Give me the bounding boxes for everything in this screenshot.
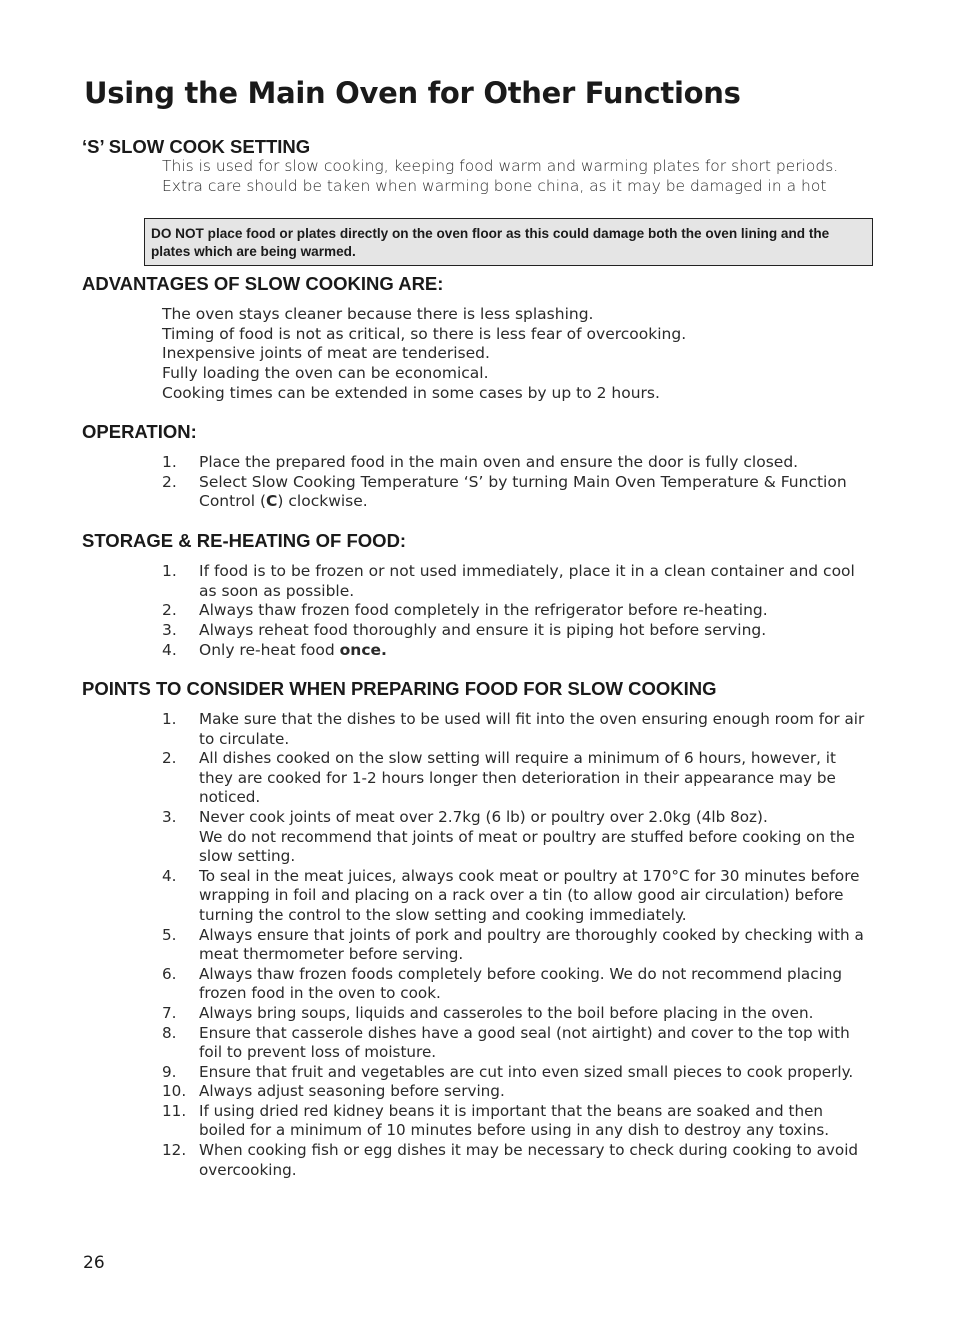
item-number: 1.	[162, 453, 177, 471]
item-number: 10.	[162, 1082, 187, 1101]
list-item	[162, 621, 874, 641]
item-number: 3.	[162, 807, 177, 826]
list-item	[162, 749, 874, 808]
advantage-line: Cooking times can be extended in some cases by up to 2 hours.	[162, 383, 660, 402]
control-letter: C	[266, 492, 278, 511]
item-number: 2.	[162, 749, 177, 768]
list-item	[162, 867, 874, 926]
warning-text: DO NOT place food or plates directly on the oven floor as this could damage both the oven lining and the plates which are being warmed.	[151, 226, 830, 259]
list-item	[162, 926, 874, 965]
item-text: Never cook joints of meat over 2.7kg (6 lb) or poultry over 2.0kg (4lb 8oz).	[199, 807, 768, 826]
list-item	[162, 453, 874, 473]
item-text: Place the prepared food in the main oven and ensure the door is fully closed.	[199, 453, 799, 471]
item-text: Always reheat food thoroughly and ensure it is piping hot before serving.	[199, 621, 767, 640]
advantage-line: Inexpensive joints of meat are tenderised.	[162, 344, 490, 363]
item-number: 12.	[162, 1141, 187, 1160]
item-number: 3.	[162, 621, 177, 640]
item-text: Ensure that fruit and vegetables are cut into even sized small pieces to cook properly.	[199, 1062, 854, 1081]
item-number: 11.	[162, 1101, 187, 1120]
item-number: 1.	[162, 710, 177, 728]
item-text	[199, 641, 874, 661]
list-item	[162, 965, 874, 1004]
page-title: Using the Main Oven for Other Functions	[84, 76, 741, 110]
item-text: If food is to be frozen or not used immediately, place it in a clean container and cool as soon as possible.	[199, 562, 855, 600]
list-item	[162, 1141, 874, 1180]
list-item	[162, 562, 874, 601]
item-text-part: ) clockwise.	[277, 492, 368, 511]
item-number: 4.	[162, 866, 177, 885]
storage-heading: STORAGE & RE-HEATING OF FOOD:	[82, 530, 407, 551]
item-number: 2.	[162, 472, 177, 491]
item-number: 4.	[162, 640, 177, 659]
list-item	[162, 1102, 874, 1141]
item-text: All dishes cooked on the slow setting will require a minimum of 6 hours, however, it they are cooked for 1-2 hours longer then deterioration in their appearance may be noticed.	[199, 749, 836, 807]
item-text: Always thaw frozen foods completely before cooking. We do not recommend placing frozen food in the oven to cook.	[199, 964, 843, 1003]
points-list	[162, 710, 874, 1180]
advantage-line: Timing of food is not as critical, so there is less fear of overcooking.	[162, 324, 687, 343]
item-text: Always bring soups, liquids and casseroles to the boil before placing in the oven.	[199, 1003, 814, 1022]
slow-cook-intro: This is used for slow cooking, keeping food warm and warming plates for short periods. Extra care should be taken when warming bone china, as it may be damaged in a hot	[162, 157, 839, 195]
operation-heading: OPERATION:	[82, 421, 197, 442]
item-text: If using dried red kidney beans it is important that the beans are soaked and then boiled for a minimum of 10 minutes before using in any dish to destroy any toxins.	[199, 1101, 830, 1140]
list-item	[162, 601, 874, 621]
item-number: 8.	[162, 1023, 177, 1042]
list-item	[162, 473, 874, 512]
storage-list	[162, 562, 874, 661]
item-text: Always adjust seasoning before serving.	[199, 1082, 505, 1101]
points-heading: POINTS TO CONSIDER WHEN PREPARING FOOD FOR SLOW COOKING	[82, 678, 717, 699]
item-text-part: Select Slow Cooking Temperature ‘S’ by turning Main Oven Temperature & Function Control (	[199, 472, 847, 511]
slow-cook-heading: ‘S’ SLOW COOK SETTING	[82, 136, 311, 157]
advantage-line: Fully loading the oven can be economical.	[162, 364, 489, 383]
list-item	[162, 641, 874, 661]
item-text: Always ensure that joints of pork and poultry are thoroughly cooked by checking with a meat thermometer before serving.	[199, 925, 864, 964]
advantages-heading: ADVANTAGES OF SLOW COOKING ARE:	[82, 273, 444, 294]
list-item	[162, 1004, 874, 1024]
list-item	[162, 710, 874, 749]
warning-box	[144, 218, 873, 266]
advantage-line: The oven stays cleaner because there is less splashing.	[162, 305, 594, 323]
item-number: 9.	[162, 1062, 177, 1081]
item-number: 2.	[162, 601, 177, 620]
item-number: 1.	[162, 562, 177, 580]
page-number: 26	[83, 1253, 105, 1273]
item-number: 7.	[162, 1003, 177, 1022]
advantages-list	[162, 305, 872, 404]
item-text: To seal in the meat juices, always cook meat or poultry at 170°C for 30 minutes before wrapping in foil and placing on a rack over a tin (to allow good air circulation) before turning the control to the slow setting and cooking immediately.	[199, 866, 860, 924]
item-text: Make sure that the dishes to be used will fit into the oven ensuring enough room for air to circulate.	[199, 710, 865, 748]
item-number: 6.	[162, 964, 177, 983]
list-item	[162, 808, 874, 867]
item-text	[199, 473, 874, 512]
item-text-continued: We do not recommend that joints of meat or poultry are stuffed before cooking on the slow setting.	[199, 827, 855, 866]
item-text: Always thaw frozen food completely in the refrigerator before re-heating.	[199, 601, 768, 620]
item-text: When cooking fish or egg dishes it may be necessary to check during cooking to avoid overcooking.	[199, 1141, 859, 1179]
list-item	[162, 1024, 874, 1063]
list-item	[162, 1082, 874, 1102]
emphasis-once: once.	[339, 640, 387, 659]
item-number: 5.	[162, 925, 177, 944]
operation-list	[162, 453, 874, 512]
item-text: Ensure that casserole dishes have a good seal (not airtight) and cover to the top with foil to prevent loss of moisture.	[199, 1023, 850, 1062]
item-text-part: Only re-heat food	[199, 640, 340, 659]
list-item	[162, 1063, 874, 1083]
